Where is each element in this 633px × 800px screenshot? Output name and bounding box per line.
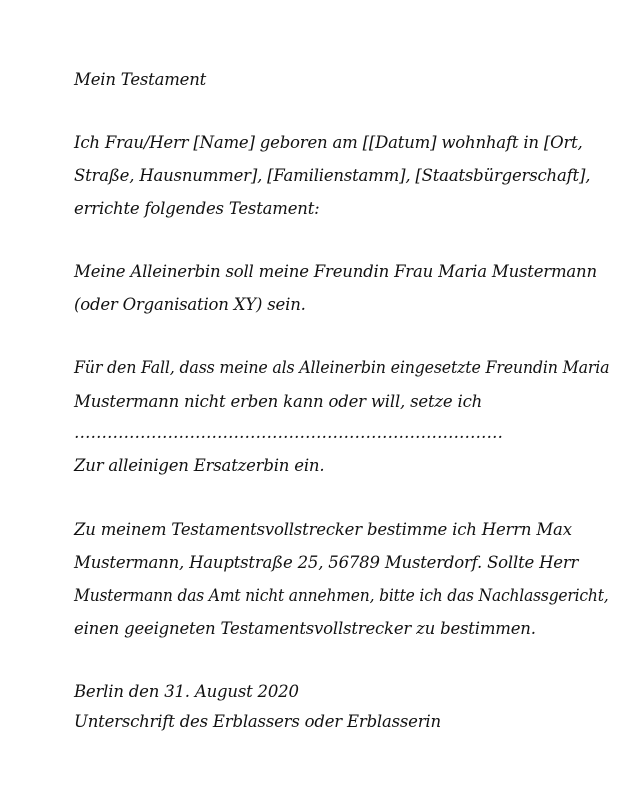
substitute-line-2: Mustermann nicht erben kann oder will, setze ich bbox=[74, 392, 483, 411]
executor-line-1: Zu meinem Testamentsvollstrecker bestimme ich Herrn Max bbox=[74, 520, 572, 539]
intro-line-1: Ich Frau/Herr [Name] geboren am [[Datum] wohnhaft in [Ort, bbox=[74, 133, 583, 152]
intro-line-2: Straße, Hausnummer], [Familienstamm], [Staatsbürgerschaft], bbox=[74, 166, 591, 185]
substitute-line-4: Zur alleinigen Ersatzerbin ein. bbox=[74, 456, 325, 475]
place-date: Berlin den 31. August 2020 bbox=[74, 682, 299, 701]
document-title: Mein Testament bbox=[74, 70, 207, 89]
intro-line-3: errichte folgendes Testament: bbox=[74, 199, 320, 218]
executor-line-3: Mustermann das Amt nicht annehmen, bitte ich das Nachlassgericht, bbox=[74, 586, 609, 605]
heir-line-1: Meine Alleinerbin soll meine Freundin Frau Maria Mustermann bbox=[74, 262, 597, 281]
executor-line-2: Mustermann, Hauptstraße 25, 56789 Musterdorf. Sollte Herr bbox=[74, 553, 579, 572]
signature-line: Unterschrift des Erblassers oder Erblasserin bbox=[74, 712, 441, 731]
substitute-blank-line: …………………………………………………………………… bbox=[74, 423, 503, 442]
substitute-line-1: Für den Fall, dass meine als Alleinerbin eingesetzte Freundin Maria bbox=[74, 358, 610, 377]
heir-line-2: (oder Organisation XY) sein. bbox=[74, 295, 306, 314]
executor-line-4: einen geeigneten Testamentsvollstrecker zu bestimmen. bbox=[74, 619, 536, 638]
